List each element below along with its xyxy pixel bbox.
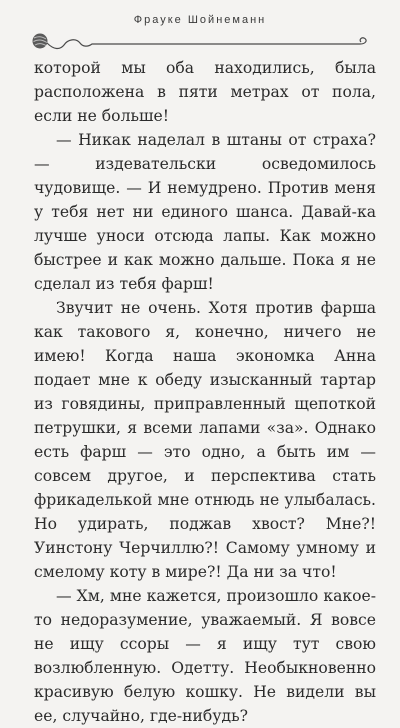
running-header-author: Фрауке Шойнеманн bbox=[133, 14, 267, 26]
yarn-ball-icon bbox=[33, 34, 48, 49]
paragraph-3: Звучит не очень. Хотя против фарша как такового я, конечно, ничего не имею! Когда наша экономка Анна подает мне к обеду изысканный тартар из говядины, приправленный щепоткой петрушки, я всеми лапами «за». Однако есть фарш — это одно, а быть им — совсем другое, и перспектива стать фрикаделькой мне отнюдь не улыбалась. Но удирать, поджав хвост? Мне?! Уинстону Черчиллю?! Самому умному и смелому коту в мире?! Да ни за что! bbox=[34, 299, 376, 581]
paragraph-4: — Хм, мне кажется, произошло какое-то недоразумение, уважаемый. Я вовсе не ищу ссоры — я ищу тут свою возлюбленную. Одетту. Необыкновенно красивую белую кошку. Не видели вы ее, случайно, где-нибудь? bbox=[34, 587, 376, 725]
paragraph-1: которой мы оба находились, была расположена в пяти метрах от пола, если не больше! bbox=[34, 59, 376, 125]
body-text bbox=[34, 56, 376, 728]
yarn-ball-ornament-icon bbox=[30, 30, 375, 52]
yarn-thread-line bbox=[47, 38, 366, 49]
paragraph-2: — Никак наделал в штаны от страха? — издевательски осведомилось чудовище. — И немудрено. Против меня у тебя нет ни единого шанса. Давай-ка лучше уноси отсюда лапы. Как можно быстрее и как можно дальше. Пока я не сделал из тебя фарш! bbox=[34, 131, 376, 293]
